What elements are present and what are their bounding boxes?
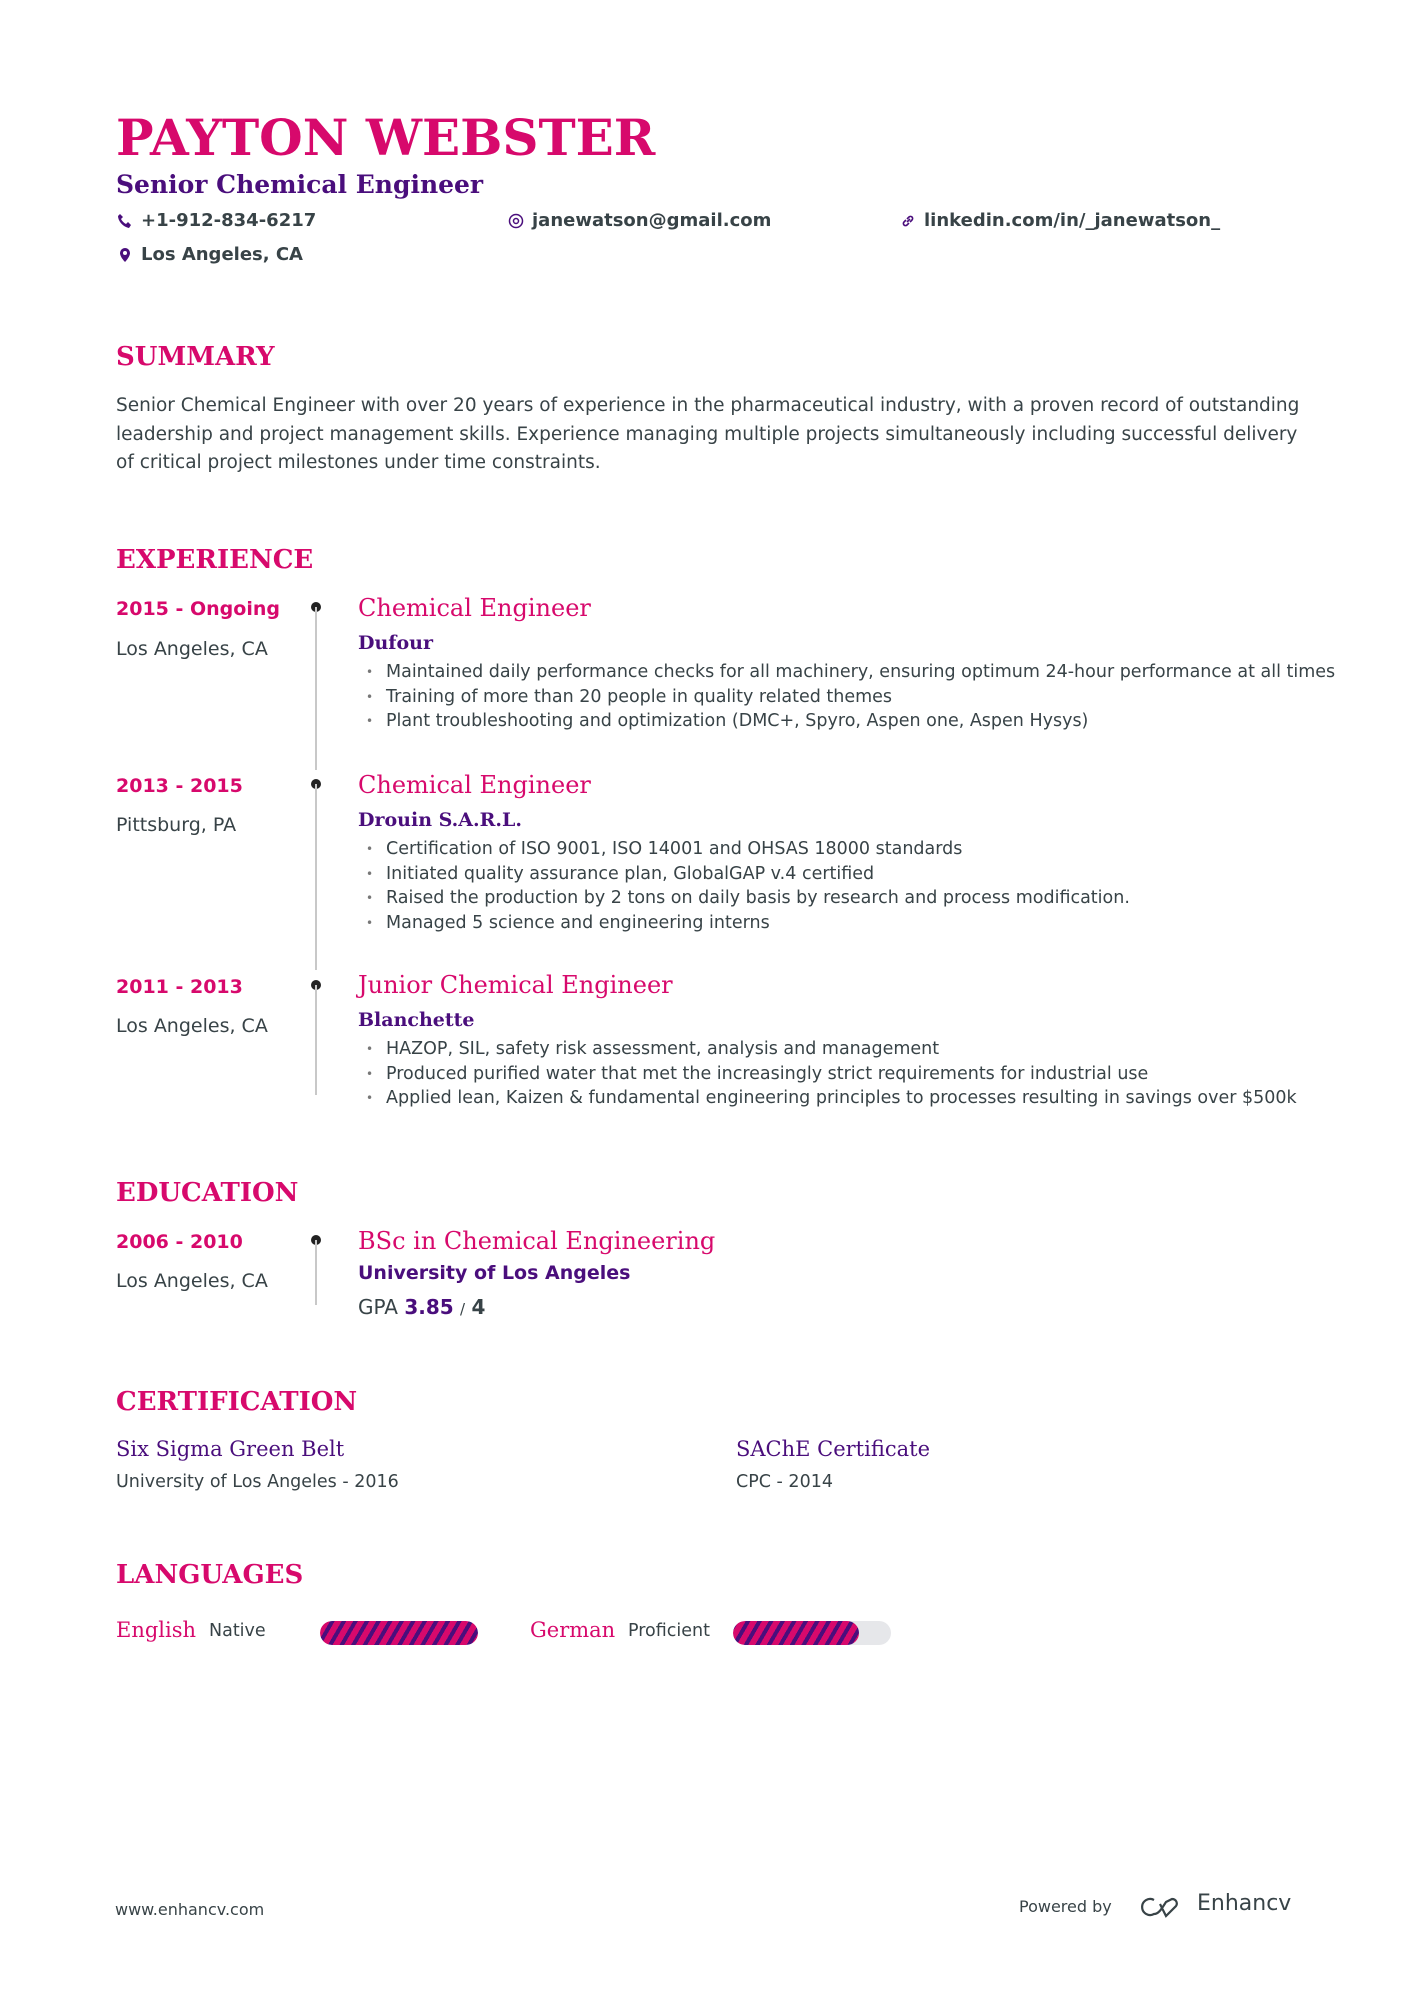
- timeline-line: [315, 784, 317, 970]
- powered-by: Powered by: [1019, 1897, 1112, 1916]
- job-bullets: [366, 837, 1130, 935]
- language-level: Native: [209, 1621, 266, 1641]
- certificate-detail: CPC - 2014: [736, 1472, 833, 1492]
- degree: BSc in Chemical Engineering: [358, 1227, 716, 1255]
- job-title: Junior Chemical Engineer: [358, 971, 673, 999]
- bullet: • Maintained daily performance checks for all machinery, ensuring optimum 24-hour performance at all times: [366, 660, 1335, 685]
- summary-text: Senior Chemical Engineer with over 20 years of experience in the pharmaceutical industry, with a proven record of outstanding leadership and project management skills. Experience managing multiple projects simultaneously including successful delivery of critical project milestones under time constraints.: [116, 395, 1300, 473]
- footer-website[interactable]: www.enhancv.com: [115, 1900, 265, 1919]
- job-location: Pittsburg, PA: [116, 814, 237, 836]
- languages-heading: LANGUAGES: [116, 1560, 304, 1590]
- gpa-max: 4: [471, 1295, 486, 1319]
- proficiency-fill: [733, 1621, 859, 1645]
- company: Drouin S.A.R.L.: [358, 809, 523, 831]
- bullet: • Training of more than 20 people in quality related themes: [366, 685, 1335, 710]
- certification-heading: CERTIFICATION: [116, 1387, 358, 1417]
- language-name: English: [116, 1618, 197, 1642]
- gpa: [358, 1295, 485, 1319]
- candidate-name: PAYTON WEBSTER: [116, 108, 656, 167]
- linkedin[interactable]: [900, 210, 1220, 231]
- bullet: • Plant troubleshooting and optimization (DMC+, Spyro, Aspen one, Aspen Hysys): [366, 709, 1335, 734]
- job-title: Chemical Engineer: [358, 771, 591, 799]
- language-name: German: [530, 1618, 616, 1642]
- phone: [117, 210, 316, 231]
- language-level: Proficient: [628, 1621, 710, 1641]
- summary-heading: SUMMARY: [116, 342, 275, 372]
- education-heading: EDUCATION: [116, 1178, 299, 1208]
- job-location: Los Angeles, CA: [116, 1015, 268, 1037]
- location-text: Los Angeles, CA: [141, 244, 303, 265]
- bullet: • Raised the production by 2 tons on daily basis by research and process modification.: [366, 886, 1130, 911]
- job-bullets: [366, 1037, 1297, 1111]
- enhancv-logo-icon: [1138, 1893, 1186, 1921]
- certificate-detail: University of Los Angeles - 2016: [116, 1472, 399, 1492]
- job-location: Los Angeles, CA: [116, 638, 268, 660]
- location-pin-icon: [117, 247, 133, 263]
- candidate-title: Senior Chemical Engineer: [116, 170, 484, 199]
- timeline-line: [315, 1240, 317, 1305]
- job-title: Chemical Engineer: [358, 594, 591, 622]
- company: Blanchette: [358, 1009, 475, 1031]
- gpa-value: 3.85: [404, 1295, 454, 1319]
- phone-icon: [117, 213, 133, 229]
- job-dates: 2013 - 2015: [116, 775, 243, 797]
- phone-text: +1-912-834-6217: [141, 210, 317, 231]
- email[interactable]: [508, 210, 771, 231]
- education-location: Los Angeles, CA: [116, 1270, 268, 1292]
- location: [117, 244, 303, 265]
- gpa-label: GPA: [358, 1295, 398, 1319]
- timeline-line: [315, 607, 317, 770]
- job-dates: 2015 - Ongoing: [116, 598, 280, 620]
- language-proficiency-bar: [320, 1621, 478, 1645]
- linkedin-text: linkedin.com/in/_janewatson_: [924, 210, 1221, 231]
- timeline-line: [315, 985, 317, 1095]
- experience-heading: EXPERIENCE: [116, 545, 314, 575]
- link-icon: [900, 213, 916, 229]
- job-dates: 2011 - 2013: [116, 976, 243, 998]
- bullet: • Certification of ISO 9001, ISO 14001 and OHSAS 18000 standards: [366, 837, 1130, 862]
- school: University of Los Angeles: [358, 1262, 631, 1284]
- bullet: • Managed 5 science and engineering interns: [366, 911, 1130, 936]
- at-icon: [508, 213, 524, 229]
- certificate-name: Six Sigma Green Belt: [116, 1437, 345, 1461]
- bullet: • Produced purified water that met the increasingly strict requirements for industrial use: [366, 1062, 1297, 1087]
- enhancv-brand: Enhancv: [1197, 1891, 1292, 1916]
- education-dates: 2006 - 2010: [116, 1231, 243, 1253]
- certificate-name: SAChE Certificate: [736, 1437, 930, 1461]
- gpa-separator: /: [460, 1300, 466, 1318]
- email-text: janewatson@gmail.com: [532, 210, 772, 231]
- bullet: • HAZOP, SIL, safety risk assessment, analysis and management: [366, 1037, 1297, 1062]
- company: Dufour: [358, 632, 433, 654]
- language-proficiency-bar: [733, 1621, 891, 1645]
- proficiency-fill: [320, 1621, 478, 1645]
- bullet: • Applied lean, Kaizen & fundamental engineering principles to processes resulting in savings over $500k: [366, 1086, 1297, 1111]
- bullet: • Initiated quality assurance plan, GlobalGAP v.4 certified: [366, 862, 1130, 887]
- job-bullets: [366, 660, 1335, 734]
